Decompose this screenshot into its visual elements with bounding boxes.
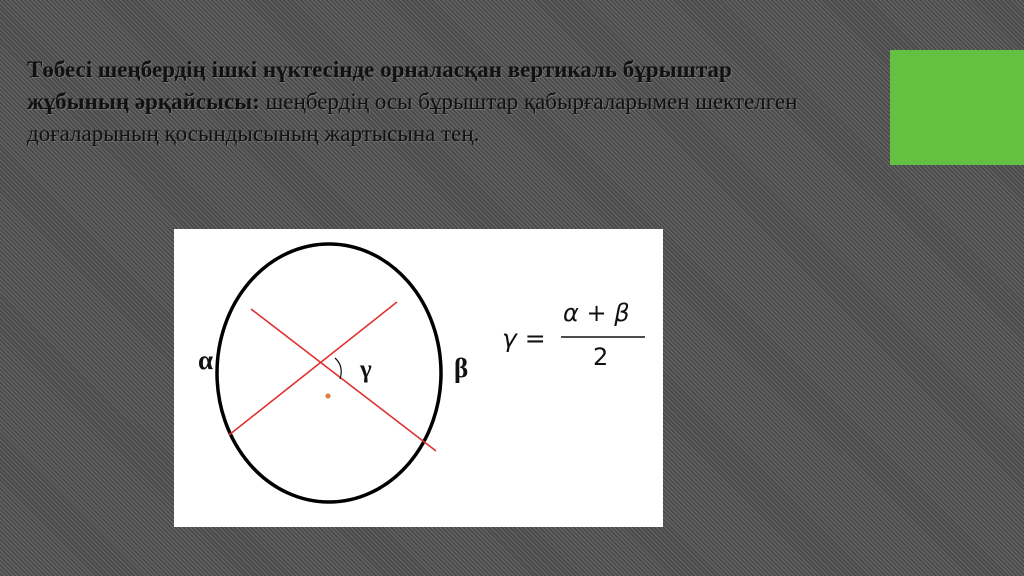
formula-lhs: γ = <box>502 324 546 353</box>
theorem-statement-bold: Төбесі шеңбердің ішкі нүктесінде орналасқан вертикаль бұрыштар жұбының әрқайсысы: <box>27 57 732 114</box>
circle-diagram <box>174 229 663 527</box>
chord-1 <box>251 309 436 451</box>
formula-denominator: 2 <box>593 343 609 371</box>
beta-label: β <box>454 353 469 383</box>
gamma-label: γ <box>360 356 372 383</box>
slide-body-text <box>27 54 827 150</box>
center-dot <box>325 393 330 398</box>
alpha-label: α <box>198 345 214 375</box>
figure-panel <box>174 229 663 527</box>
green-accent-box <box>890 50 1024 165</box>
theorem-statement-regular: шеңбердің осы бұрыштар қабырғаларымен шектелген доғаларының қосындысының жартысына тең. <box>27 89 798 146</box>
formula-numerator: α + β <box>563 299 630 327</box>
chord-2 <box>229 302 397 435</box>
circle-outline <box>217 244 441 502</box>
